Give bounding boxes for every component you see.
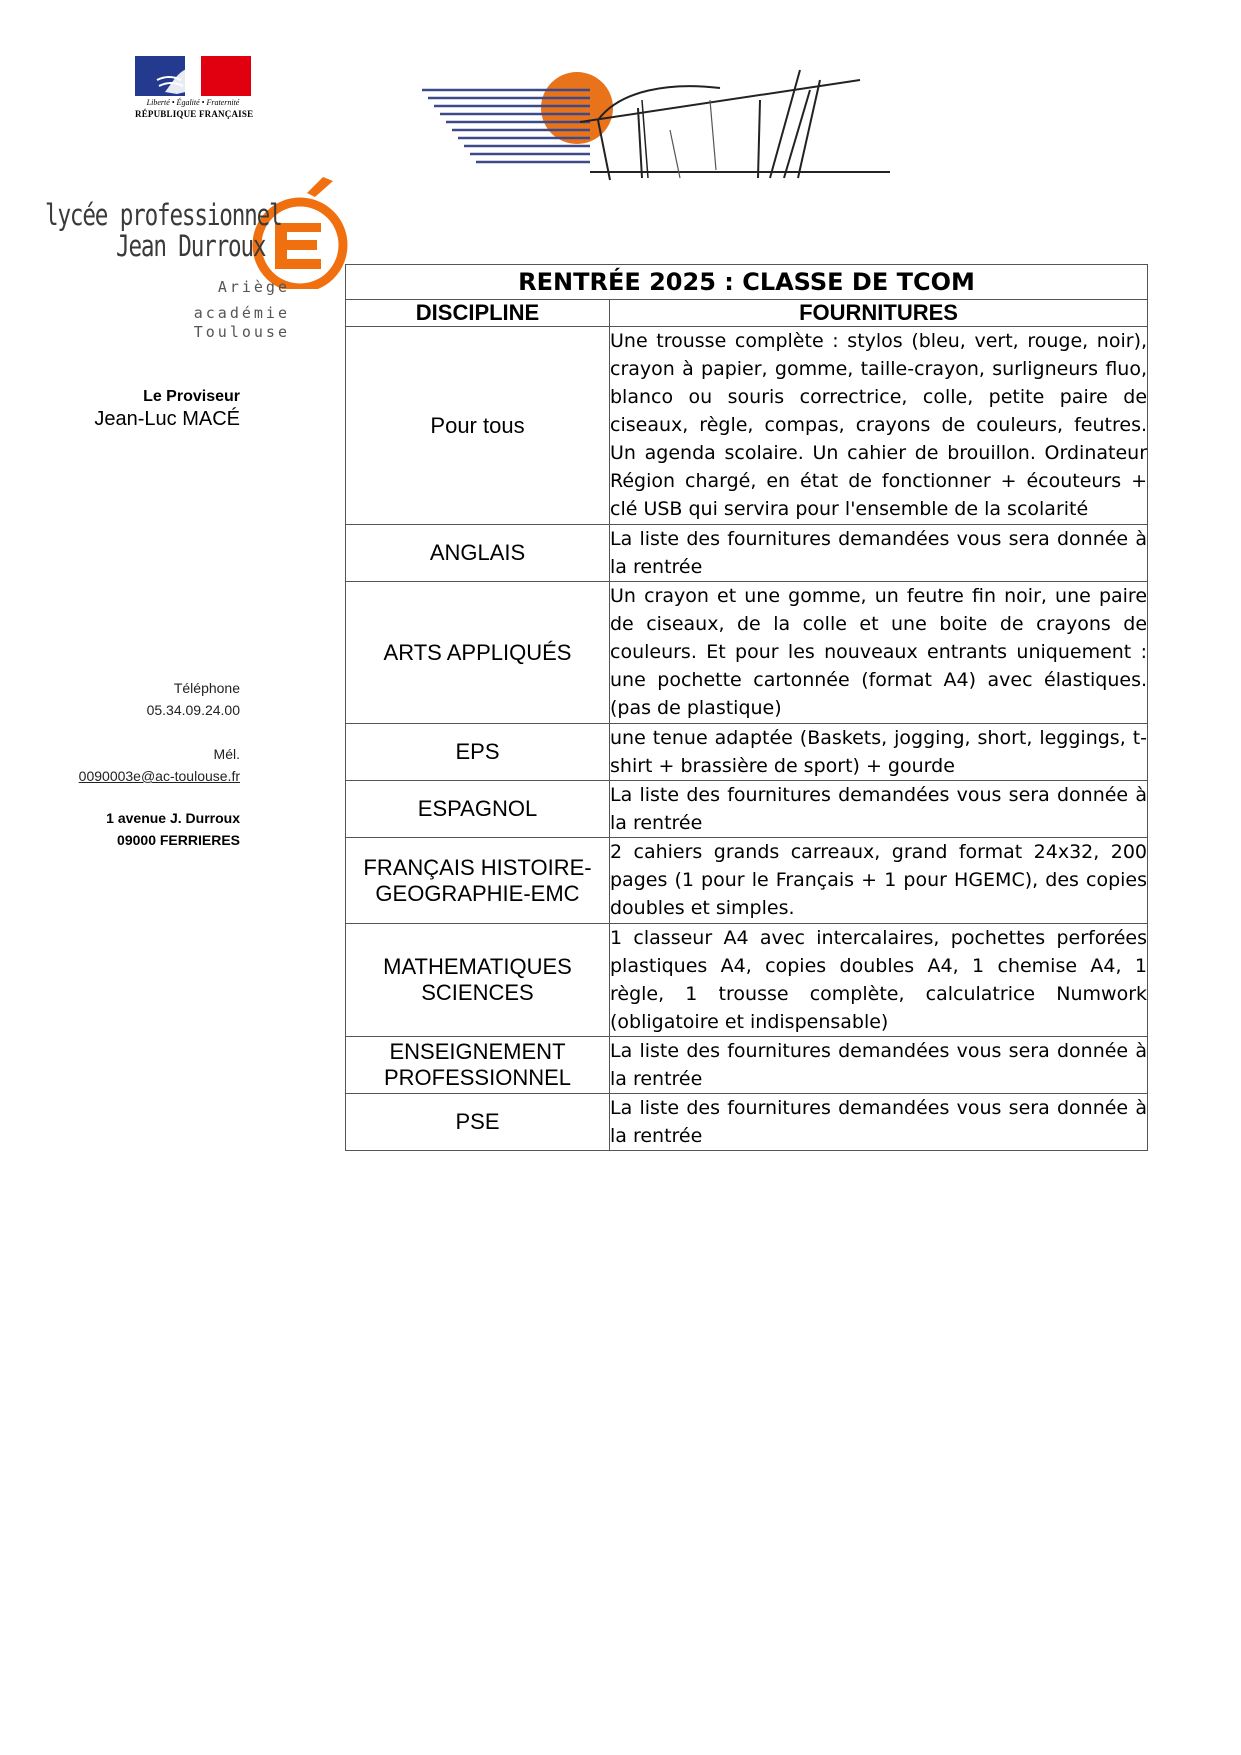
table-row	[346, 838, 1148, 924]
address-line1: 1 avenue J. Durroux	[106, 810, 240, 826]
fournitures-cell: La liste des fournitures demandées vous sera donnée à la rentrée	[610, 525, 1148, 582]
school-name-line1: lycée professionnel	[45, 198, 282, 232]
school-name-line2: Jean Durroux	[116, 229, 266, 263]
email-link[interactable]: 0090003e@ac-toulouse.fr	[78, 768, 240, 784]
fournitures-cell: La liste des fournitures demandées vous sera donnée à la rentrée	[610, 1094, 1148, 1151]
table-row	[346, 582, 1148, 724]
table-row	[346, 781, 1148, 838]
marianne-profile-icon	[155, 62, 215, 96]
principal-title: Le Proviseur	[143, 388, 240, 405]
phone-number: 05.34.09.24.00	[146, 702, 240, 718]
discipline-cell: ANGLAIS	[346, 525, 610, 582]
table-row	[346, 924, 1148, 1037]
table-row	[346, 724, 1148, 781]
table-row	[346, 327, 1148, 525]
principal-name: Jean-Luc MACÉ	[94, 408, 240, 430]
school-region: Ariège	[217, 278, 290, 296]
address-line2: 09000 FERRIERES	[117, 832, 240, 848]
fournitures-cell: 1 classeur A4 avec intercalaires, pochettes perforées plastiques A4, copies doubles A4, 1 chemise A4, 1 règle, 1 trousse complète, calculatrice Numwork (obligatoire et indispensable)	[610, 924, 1148, 1037]
discipline-cell: PSE	[346, 1094, 610, 1151]
table-row	[346, 1094, 1148, 1151]
republique-francaise-logo	[135, 56, 254, 126]
header-fournitures: FOURNITURES	[610, 300, 1148, 327]
republic-name: RÉPUBLIQUE FRANÇAISE	[135, 109, 254, 119]
fournitures-cell: Une trousse complète : stylos (bleu, vert, rouge, noir), crayon à papier, gomme, taille-crayon, surligneurs fluo, blanco ou souris correctrice, colle, petite paire de ciseaux, règle, compas, crayons de couleurs, feutres. Un agenda scolaire. Un cahier de brouillon. Ordinateur Région chargé, en état de fonctionner + écouteurs + clé USB qui servira pour l'ensemble de la scolarité	[610, 327, 1148, 525]
fournitures-cell: La liste des fournitures demandées vous sera donnée à la rentrée	[610, 1037, 1148, 1094]
academy-city: Toulouse	[193, 323, 290, 341]
table-title-row	[346, 265, 1148, 300]
table-title: RENTRÉE 2025 : CLASSE DE TCOM	[346, 265, 1148, 300]
fournitures-cell: 2 cahiers grands carreaux, grand format 24x32, 200 pages (1 pour le Français + 1 pour HGEMC), des copies doubles et simples.	[610, 838, 1148, 924]
republic-motto: Liberté • Égalité • Fraternité	[146, 98, 240, 107]
discipline-cell: MATHEMATIQUES SCIENCES	[346, 924, 610, 1037]
academy-label: académie	[193, 304, 290, 322]
discipline-cell: ARTS APPLIQUÉS	[346, 582, 610, 724]
table-row	[346, 1037, 1148, 1094]
fournitures-cell: La liste des fournitures demandées vous sera donnée à la rentrée	[610, 781, 1148, 838]
discipline-cell: FRANÇAIS HISTOIRE-GEOGRAPHIE-EMC	[346, 838, 610, 924]
header-discipline: DISCIPLINE	[346, 300, 610, 327]
phone-label: Téléphone	[173, 680, 240, 696]
discipline-cell: ENSEIGNEMENT PROFESSIONNEL	[346, 1037, 610, 1094]
supplies-table	[345, 264, 1148, 1151]
table-row	[346, 525, 1148, 582]
fournitures-cell: Un crayon et une gomme, un feutre fin noir, une paire de ciseaux, de la colle et une boite de crayons de couleurs. Et pour les nouveaux entrants uniquement : une pochette cartonnée (format A4) avec élastiques. (pas de plastique)	[610, 582, 1148, 724]
discipline-cell: ESPAGNOL	[346, 781, 610, 838]
table-header-row	[346, 300, 1148, 327]
discipline-cell: Pour tous	[346, 327, 610, 525]
fournitures-cell: une tenue adaptée (Baskets, jogging, short, leggings, t-shirt + brassière de sport) + gourde	[610, 724, 1148, 781]
school-logo	[40, 156, 330, 346]
email-label: Mél.	[213, 746, 240, 762]
discipline-cell: EPS	[346, 724, 610, 781]
building-logo	[420, 60, 900, 190]
